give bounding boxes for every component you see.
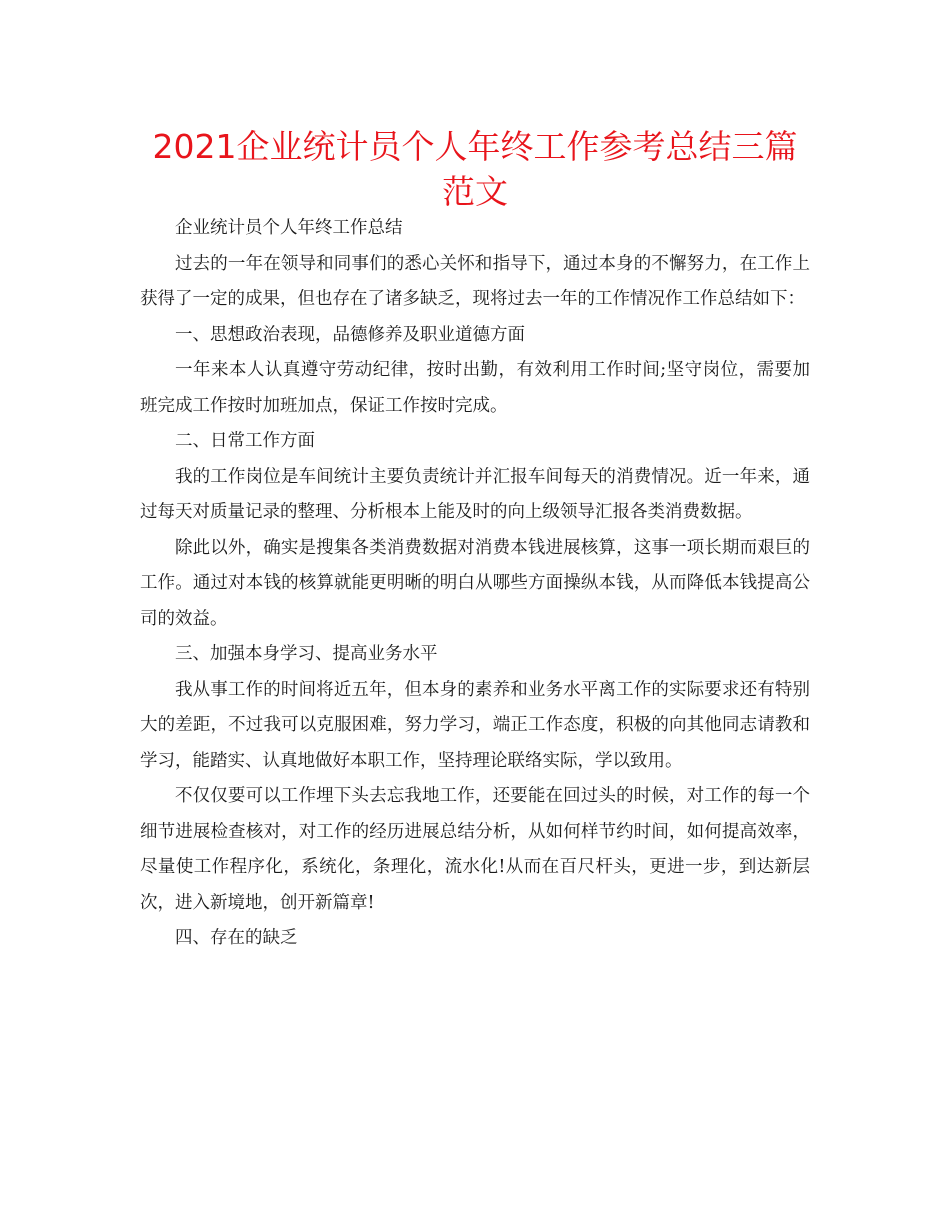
section-heading: 三、加强本身学习、提高业务水平	[175, 644, 438, 664]
section-heading: 一、思想政治表现，品德修养及职业道德方面	[175, 324, 525, 345]
body-paragraph: 过去的一年在领导和同事们的悉心关怀和指导下，通过本身的不懈努力，在工作上获得了一定的成果，但也存在了诸多缺乏，现将过去一年的工作情况作工作总结如下：	[140, 253, 810, 309]
document-title: 2021企业统计员个人年终工作参考总结三篇范文	[152, 127, 798, 211]
body-paragraph: 一年来本人认真遵守劳动纪律，按时出勤，有效利用工作时间;坚守岗位，需要加班完成工作按时加班加点，保证工作按时完成。	[140, 360, 810, 416]
body-paragraph: 除此以外，确实是搜集各类消费数据对消费本钱进展核算，这事一项长期而艰巨的工作。通过对本钱的核算就能更明晰的明白从哪些方面操纵本钱，从而降低本钱提高公司的效益。	[140, 537, 810, 629]
body-paragraph: 我的工作岗位是车间统计主要负责统计并汇报车间每天的消费情况。近一年来，通过每天对质量记录的整理、分析根本上能及时的向上级领导汇报各类消费数据。	[140, 466, 810, 522]
document-body	[140, 211, 810, 957]
body-paragraph: 不仅仅要可以工作埋下头去忘我地工作，还要能在回过头的时候，对工作的每一个细节进展检查核对，对工作的经历进展总结分析，从如何样节约时间，如何提高效率，尽量使工作程序化，系统化，条理化，流水化!从而在百尺杆头，更进一步，到达新层次，进入新境地，创开新篇章!	[140, 786, 810, 913]
section-heading: 四、存在的缺乏	[175, 928, 298, 948]
body-paragraph: 我从事工作的时间将近五年，但本身的素养和业务水平离工作的实际要求还有特别大的差距，不过我可以克服困难，努力学习，端正工作态度，积极的向其他同志请教和学习，能踏实、认真地做好本职工作，坚持理论联络实际，学以致用。	[140, 679, 810, 771]
section-heading: 企业统计员个人年终工作总结	[175, 218, 403, 238]
section-heading: 二、日常工作方面	[175, 431, 315, 451]
